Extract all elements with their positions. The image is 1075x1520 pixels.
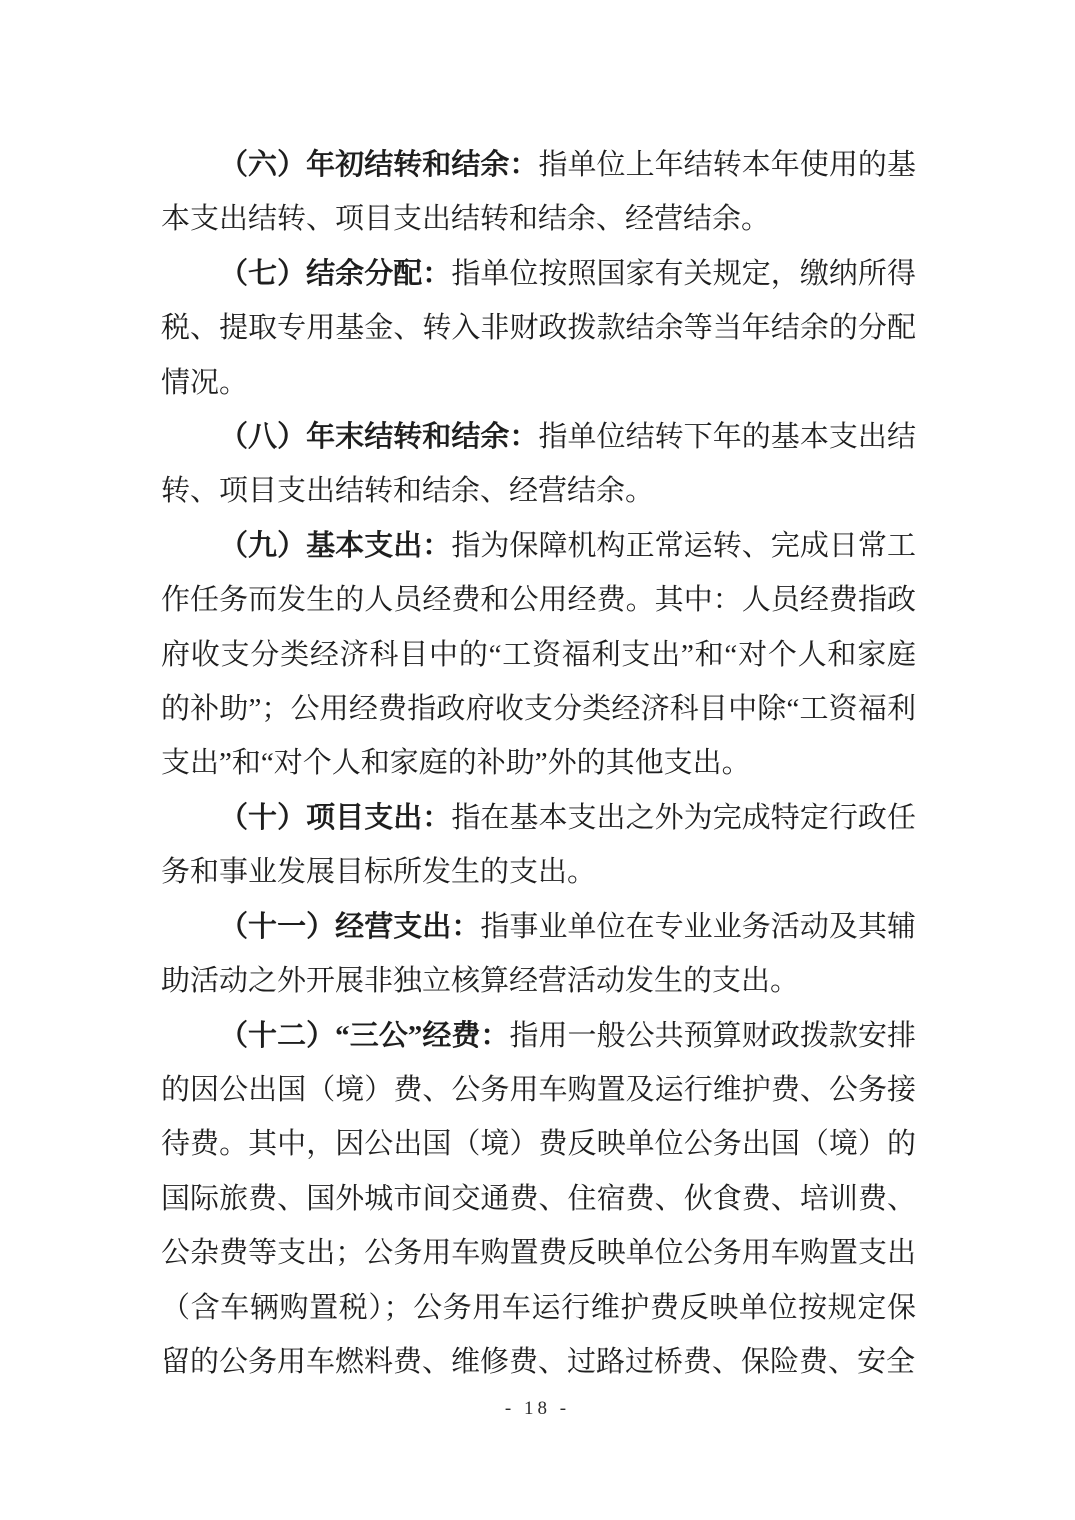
paragraph-text: 指单位结转下年的基本支出结转、项目支出结转和结余、经营结余。	[161, 421, 916, 508]
paragraph-label: （七）结余分配：	[219, 257, 452, 290]
page-footer	[0, 1398, 1075, 1420]
paragraph-text: 指在基本支出之外为完成特定行政任务和事业发展目标所发生的支出。	[161, 801, 916, 889]
paragraph	[161, 900, 916, 1009]
paragraph-text: 指单位上年结转本年使用的基本支出结转、项目支出结转和结余、经营结余。	[161, 149, 916, 236]
paragraph-label: （九）基本支出：	[219, 529, 452, 562]
paragraph-text: 指事业单位在专业业务活动及其辅助活动之外开展非独立核算经营活动发生的支出。	[161, 910, 916, 998]
paragraph	[161, 247, 916, 410]
document-body	[161, 138, 916, 1389]
paragraph-label: （八）年末结转和结余：	[219, 421, 539, 454]
paragraph-label: （六）年初结转和结余：	[219, 149, 539, 181]
paragraph	[161, 138, 916, 247]
paragraph	[161, 519, 916, 791]
paragraph-label: （十二）“三公”经费：	[219, 1019, 510, 1052]
paragraph	[161, 1009, 916, 1390]
paragraph	[161, 410, 916, 519]
paragraph-label: （十）项目支出：	[219, 801, 452, 834]
paragraph-label: （十一）经营支出：	[219, 910, 481, 943]
paragraph-text: 指单位按照国家有关规定，缴纳所得税、提取专用基金、转入非财政拨款结余等当年结余的分配情况。	[161, 257, 916, 399]
paragraph-text: 指为保障机构正常运转、完成日常工作任务而发生的人员经费和公用经费。其中：人员经费指政府收支分类经济科目中的“工资福利支出”和“对个人和家庭的补助”；公用经费指政府收支分类经济科目中除“工资福利支出”和“对个人和家庭的补助”外的其他支出。	[161, 529, 916, 780]
paragraph-text: 指用一般公共预算财政拨款安排的因公出国（境）费、公务用车购置及运行维护费、公务接待费。其中，因公出国（境）费反映单位公务出国（境）的国际旅费、国外城市间交通费、住宿费、伙食费、培训费、公杂费等支出；公务用车购置费反映单位公务用车购置支出（含车辆购置税）；公务用车运行维护费反映单位按规定保留的公务用车燃料费、维修费、过路过桥费、保险费、安全	[161, 1019, 916, 1378]
page-number: - 18 -	[504, 1398, 571, 1419]
paragraph	[161, 791, 916, 900]
